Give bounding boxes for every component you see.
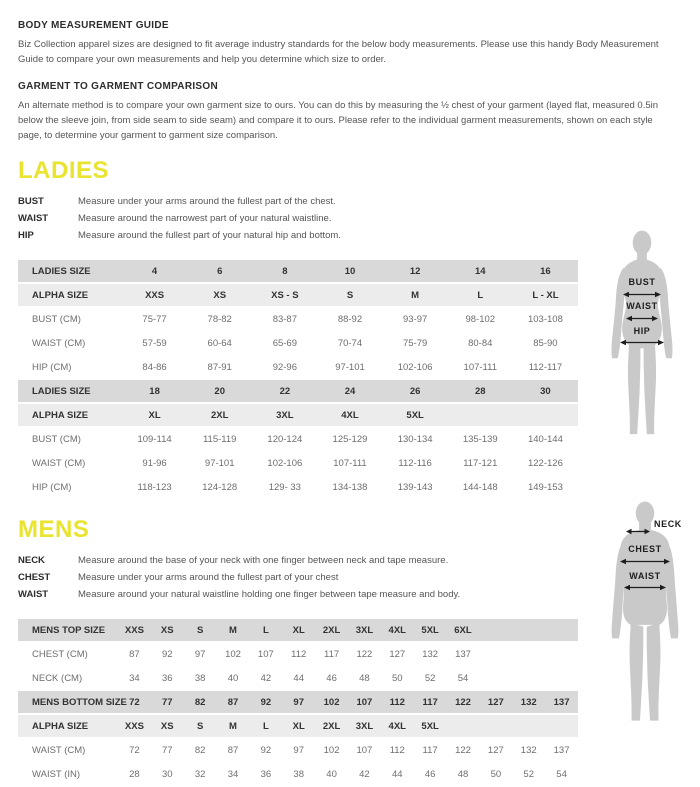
size-cell: XXS (145, 289, 165, 301)
size-cell: 137 (455, 648, 471, 660)
hip-measure-arrow-icon (620, 339, 664, 346)
size-cell: 52 (424, 672, 436, 684)
size-cell: 127 (389, 648, 406, 660)
size-cell: 4XL (341, 409, 359, 421)
size-cell: 50 (490, 768, 502, 780)
definition-row (18, 227, 682, 244)
row-label: HIP (CM) (32, 361, 72, 373)
size-cell: 6XL (454, 624, 472, 636)
size-cell: 92 (260, 744, 272, 756)
size-cell: M (229, 624, 237, 636)
table-row (18, 308, 578, 330)
definition-term: BUST (18, 196, 44, 207)
size-cell: 97-101 (335, 361, 365, 373)
size-cell: 107-111 (463, 361, 497, 373)
size-cell: XS - S (271, 289, 299, 301)
waist-measure-arrow-icon (626, 315, 658, 322)
table-row (18, 260, 578, 282)
size-cell: 102 (323, 696, 340, 708)
size-cell: 46 (326, 672, 337, 684)
size-cell: 112 (389, 696, 405, 708)
size-cell: 112-116 (398, 457, 432, 469)
size-cell: 102-106 (267, 457, 303, 469)
size-cell: 30 (540, 385, 551, 397)
ladies-body-silhouette (589, 229, 695, 443)
table-row (18, 667, 578, 689)
size-cell: 140-144 (527, 433, 563, 445)
size-cell: XL (292, 624, 305, 636)
size-cell: 92 (161, 648, 173, 660)
size-cell: 44 (293, 672, 304, 684)
size-cell: 28 (474, 385, 486, 397)
size-cell: 16 (540, 265, 551, 277)
size-cell: 102 (225, 648, 241, 660)
size-cell: 112-117 (528, 361, 563, 373)
size-cell: 28 (129, 768, 140, 780)
size-cell: 87-91 (207, 361, 232, 373)
size-cell: 3XL (355, 720, 374, 732)
size-cell: 87 (227, 696, 239, 708)
mens-body-silhouette (592, 487, 698, 739)
definition-row (18, 552, 682, 569)
size-cell: 36 (161, 672, 173, 684)
size-cell: 48 (457, 768, 469, 780)
size-cell: L (262, 720, 269, 732)
row-label: WAIST (CM) (32, 457, 86, 469)
table-row (18, 452, 578, 474)
size-cell: 24 (344, 385, 356, 397)
ladies-heading: LADIES (18, 157, 110, 184)
size-cell: 117 (422, 744, 438, 756)
size-cell: 34 (227, 768, 239, 780)
size-cell: 8 (282, 265, 288, 277)
garment-comparison-title: GARMENT TO GARMENT COMPARISON (18, 81, 218, 92)
garment-comparison-text: An alternate method is to compare your own garment size to ours. You can do this by measuring the ½ chest of your garment (layed flat, measured 0.5in below the sleeve join, from side seam to side seam) and compare it to ours. Please refer to the individual garment measurements, shown on each style page, to determine your garment to garment size comparison. (18, 100, 659, 141)
size-cell: 118-123 (137, 481, 172, 493)
size-cell: 87 (129, 648, 140, 660)
size-cell: 26 (409, 385, 421, 397)
size-cell: 75-79 (402, 337, 428, 349)
size-cell: XXS (124, 624, 144, 636)
size-cell: 85-90 (533, 337, 558, 349)
size-cell: 122 (455, 744, 471, 756)
size-cell: 137 (553, 744, 570, 756)
definition-text: Measure under your arms around the fullest part of the chest. (78, 196, 336, 207)
size-cell: 97 (293, 696, 304, 708)
row-label: MENS TOP SIZE (32, 624, 106, 636)
mens-definitions (18, 552, 682, 603)
size-cell: 2XL (322, 624, 341, 636)
table-row (18, 404, 578, 426)
body-measurement-guide-text: Biz Collection apparel sizes are designed to fit average industry standards for the below body measurements. Please use this handy Body Measurement Guide to compare your own measurements and help you determine which size to order. (18, 39, 659, 65)
table-row (18, 284, 578, 306)
neck-figure-label: NECK (654, 519, 682, 529)
size-cell: 117 (323, 648, 340, 660)
size-cell: 2XL (322, 720, 341, 732)
definition-row (18, 210, 682, 227)
table-row (18, 643, 578, 665)
size-cell: 103-108 (527, 313, 563, 325)
size-cell: 50 (391, 672, 403, 684)
size-cell: 129- 33 (268, 481, 301, 493)
table-row (18, 691, 578, 713)
size-cell: 72 (129, 696, 140, 708)
table-row (18, 619, 578, 641)
size-cell: XL (148, 409, 161, 421)
definition-row (18, 193, 682, 210)
table-row (18, 428, 578, 450)
size-cell: 32 (194, 768, 206, 780)
size-cell: 124-128 (202, 481, 238, 493)
definition-text: Measure under your arms around the fullest part of your chest (78, 572, 339, 583)
size-cell: 92 (260, 696, 272, 708)
size-cell: 115-119 (202, 433, 237, 445)
size-cell: 80-84 (468, 337, 493, 349)
size-cell: 139-143 (397, 481, 433, 493)
bust-figure-label: BUST (628, 277, 656, 287)
size-cell: 82 (194, 696, 206, 708)
size-cell: 132 (520, 696, 537, 708)
size-cell: 107 (356, 744, 373, 756)
size-cell: 97 (293, 744, 304, 756)
size-cell: L (477, 289, 484, 301)
mens-size-table (18, 619, 578, 785)
size-cell: 18 (149, 385, 160, 397)
row-label: ALPHA SIZE (32, 720, 89, 732)
size-cell: 117-121 (463, 457, 498, 469)
size-cell: 132 (422, 648, 439, 660)
size-cell: 125-129 (332, 433, 368, 445)
row-label: NECK (CM) (32, 672, 83, 684)
size-cell: 42 (260, 672, 272, 684)
size-cell: 6 (217, 265, 223, 277)
size-cell: 84-86 (142, 361, 167, 373)
size-cell: 38 (194, 672, 206, 684)
size-cell: 4XL (388, 720, 406, 732)
definition-term: CHEST (18, 572, 51, 583)
row-label: HIP (CM) (32, 481, 72, 493)
row-label: WAIST (IN) (32, 768, 81, 780)
waist-figure-label: WAIST (626, 301, 658, 311)
size-cell: 87 (227, 744, 239, 756)
table-row (18, 476, 578, 498)
size-cell: 107 (356, 696, 373, 708)
size-cell: 36 (260, 768, 272, 780)
size-cell: 5XL (421, 624, 439, 636)
size-cell: 54 (556, 768, 567, 780)
size-cell: 46 (424, 768, 436, 780)
size-cell: 137 (553, 696, 570, 708)
size-cell: 127 (487, 744, 504, 756)
bust-measure-arrow-icon (623, 291, 661, 298)
size-cell: L - XL (532, 289, 559, 301)
size-cell: 82 (194, 744, 206, 756)
table-row (18, 380, 578, 402)
size-cell: 91-96 (142, 457, 167, 469)
size-cell: 34 (129, 672, 140, 684)
size-cell: 135-139 (462, 433, 498, 445)
row-label: WAIST (CM) (32, 744, 86, 756)
size-cell: M (411, 289, 420, 301)
size-cell: XS (160, 624, 174, 636)
size-cell: XS (160, 720, 174, 732)
size-cell: 57-59 (142, 337, 167, 349)
ladies-size-table (18, 260, 578, 498)
size-cell: 132 (520, 744, 537, 756)
size-cell: 40 (326, 768, 337, 780)
size-cell: XS (213, 289, 227, 301)
size-cell: XL (292, 720, 305, 732)
size-cell: 144-148 (462, 481, 498, 493)
size-cell: 42 (359, 768, 370, 780)
definition-text: Measure around the narrowest part of your natural waistline. (78, 213, 332, 224)
definition-row (18, 569, 682, 586)
size-cell: 48 (359, 672, 370, 684)
size-cell: 4 (151, 265, 158, 277)
size-cell: 112 (389, 744, 405, 756)
size-cell: 65-69 (272, 337, 297, 349)
size-cell: 93-97 (402, 313, 428, 325)
size-cell: 98-102 (465, 313, 496, 325)
size-cell: 97 (194, 648, 206, 660)
size-cell: 97-101 (204, 457, 235, 469)
size-cell: 4XL (388, 624, 406, 636)
body-measurement-guide-title: BODY MEASUREMENT GUIDE (18, 20, 169, 31)
definition-term: WAIST (18, 213, 49, 224)
definition-text: Measure around your natural waistline holding one finger between tape measure and body. (78, 589, 461, 600)
row-label: LADIES SIZE (32, 385, 91, 397)
size-cell: 112 (291, 648, 307, 660)
definition-term: HIP (18, 230, 34, 241)
size-cell: 38 (293, 768, 304, 780)
hip-figure-label: HIP (633, 326, 651, 336)
size-cell: 5XL (406, 409, 424, 421)
size-cell: 72 (129, 744, 140, 756)
table-row (18, 739, 578, 761)
size-cell: L (262, 624, 269, 636)
row-label: BUST (CM) (32, 313, 81, 325)
chest-measure-arrow-icon (620, 558, 670, 565)
definition-term: WAIST (18, 589, 49, 600)
size-cell: 78-82 (207, 313, 232, 325)
size-cell: 149-153 (527, 481, 563, 493)
size-cell: 3XL (276, 409, 294, 421)
page-content (18, 20, 682, 787)
size-cell: 77 (161, 744, 173, 756)
row-label: ALPHA SIZE (32, 409, 89, 421)
size-cell: 44 (391, 768, 403, 780)
size-cell: 122 (455, 696, 471, 708)
size-cell: 127 (487, 696, 504, 708)
size-cell: 12 (409, 265, 421, 277)
size-cell: XXS (124, 720, 144, 732)
definition-text: Measure around the fullest part of your natural hip and bottom. (78, 230, 341, 241)
size-cell: S (346, 289, 354, 301)
size-cell: 120-124 (267, 433, 303, 445)
size-cell: 83-87 (272, 313, 297, 325)
waist-figure-label: WAIST (629, 571, 661, 581)
size-cell: 122-126 (527, 457, 563, 469)
size-cell: 70-74 (337, 337, 363, 349)
size-cell: 22 (279, 385, 291, 397)
size-cell: M (229, 720, 237, 732)
size-cell: 40 (227, 672, 239, 684)
row-label: BUST (CM) (32, 433, 81, 445)
table-row (18, 715, 578, 737)
size-cell: 3XL (355, 624, 374, 636)
waist-measure-arrow-icon (624, 584, 666, 591)
ladies-definitions (18, 193, 682, 244)
size-cell: 107 (257, 648, 274, 660)
row-label: MENS BOTTOM SIZE (32, 696, 127, 708)
row-label: ALPHA SIZE (32, 289, 89, 301)
size-cell: 10 (344, 265, 356, 277)
size-cell: S (196, 624, 204, 636)
size-cell: 102 (323, 744, 340, 756)
size-cell: 30 (161, 768, 173, 780)
size-cell: 109-114 (137, 433, 172, 445)
neck-measure-arrow-icon (626, 528, 650, 535)
size-cell: 122 (356, 648, 373, 660)
size-cell: 14 (474, 265, 486, 277)
size-cell: 88-92 (337, 313, 363, 325)
definition-text: Measure around the base of your neck with one finger between neck and tape measure. (78, 555, 449, 566)
definition-term: NECK (18, 555, 45, 566)
table-row (18, 356, 578, 378)
size-cell: 52 (523, 768, 534, 780)
size-cell: 5XL (421, 720, 439, 732)
chest-figure-label: CHEST (628, 544, 662, 554)
table-row (18, 332, 578, 354)
size-cell: 2XL (210, 409, 229, 421)
table-row (18, 763, 578, 785)
size-cell: 20 (214, 385, 225, 397)
row-label: WAIST (CM) (32, 337, 86, 349)
definition-row (18, 586, 682, 603)
size-cell: 102-106 (397, 361, 433, 373)
row-label: CHEST (CM) (32, 648, 88, 660)
row-label: LADIES SIZE (32, 265, 91, 277)
size-cell: 92-96 (272, 361, 297, 373)
size-cell: 60-64 (207, 337, 232, 349)
size-cell: 107-111 (333, 457, 367, 469)
size-cell: 117 (422, 696, 438, 708)
size-cell: 75-77 (142, 313, 167, 325)
size-cell: 54 (457, 672, 469, 684)
size-cell: 77 (161, 696, 173, 708)
mens-heading: MENS (18, 516, 90, 543)
size-cell: 130-134 (397, 433, 433, 445)
size-cell: 134-138 (332, 481, 368, 493)
size-cell: S (196, 720, 204, 732)
